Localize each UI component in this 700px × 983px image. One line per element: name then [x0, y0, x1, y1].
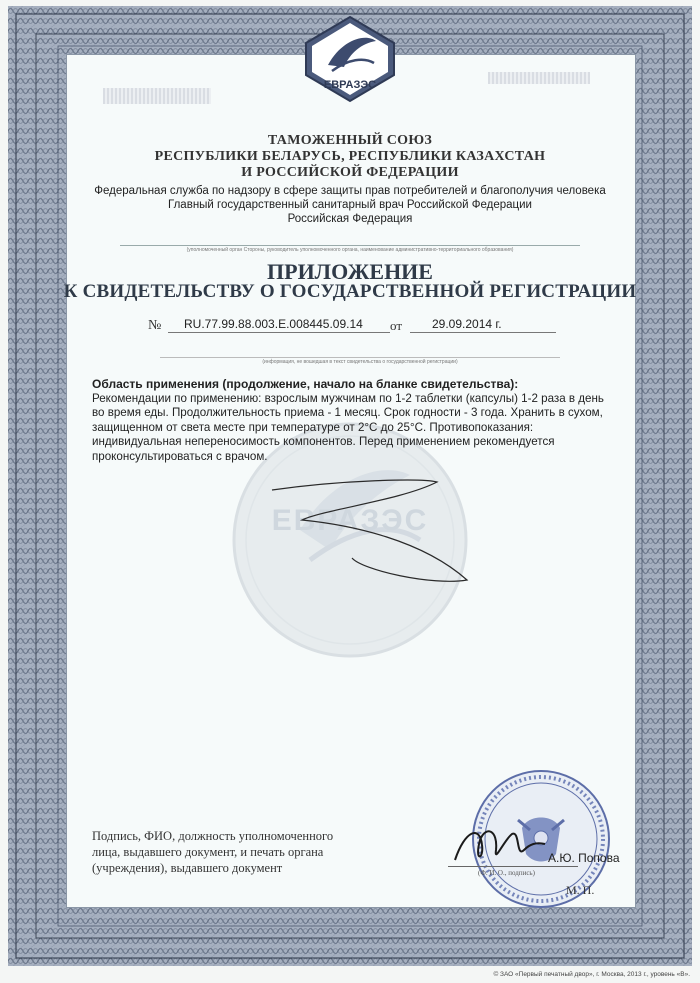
signature-scribble	[262, 470, 482, 600]
signature-field-caption: (Ф. И. О., подпись)	[478, 869, 535, 877]
number-sign: №	[148, 318, 162, 333]
watermark-text: ЕВРАЗЭС	[271, 504, 429, 537]
emblem-text: ЕВРАЗЭС	[323, 79, 377, 91]
info-caption: (информация, не вошедшая в текст свидетельства о государственной регистрации)	[160, 357, 560, 365]
service-name-line-1: Федеральная служба по надзору в сфере защиты прав потребителей и благополучия человека	[94, 185, 606, 197]
union-title-line-1: ТАМОЖЕННЫЙ СОЮЗ	[267, 133, 433, 148]
printer-footer: © ЗАО «Первый печатный двор», г. Москва, 2013 г., уровень «В».	[493, 971, 690, 978]
signature-caption-line-3: (учреждения), выдавшего документ	[92, 861, 283, 875]
signature-caption	[92, 828, 392, 876]
service-name-line-3: Российская Федерация	[287, 213, 413, 225]
union-title-line-2: РЕСПУБЛИКИ БЕЛАРУСЬ, РЕСПУБЛИКИ КАЗАХСТАН	[154, 149, 546, 164]
union-title-line-3: И РОССИЙСКОЙ ФЕДЕРАЦИИ	[241, 165, 459, 180]
signature-caption-line-1: Подпись, ФИО, должность уполномоченного	[92, 829, 334, 843]
scope-body: Рекомендации по применению: взрослым мужчинам по 1-2 таблетки (капсулы) 1-2 раза в день во время еды. Продолжительность приема - 1 месяц. Срок годности - 3 года. Хранить в сухом, защищенном от света месте при температуре от 2°C до 25°C. Противопоказания: индивидуальная непереносимость компонентов. Перед применением рекомендуется проконсультироваться с врачом.	[92, 392, 604, 463]
document-subtitle: К СВИДЕТЕЛЬСТВУ О ГОСУДАРСТВЕННОЙ РЕГИСТРАЦИИ	[63, 281, 637, 302]
date-underline	[410, 332, 556, 333]
signature-underline	[448, 866, 578, 867]
scope-heading: Область применения (продолжение, начало на бланке свидетельства):	[92, 377, 519, 391]
service-name-line-2: Главный государственный санитарный врач Российской Федерации	[168, 199, 532, 211]
number-underline	[168, 332, 390, 333]
document-title: ПРИЛОЖЕНИЕ	[267, 259, 433, 284]
security-strip-left	[103, 88, 211, 104]
seal-place-label: М. П.	[566, 883, 595, 897]
date-from-label: от	[390, 318, 403, 333]
eurasec-emblem-icon	[302, 15, 398, 103]
registration-number: RU.77.99.88.003.E.008445.09.14	[184, 317, 363, 331]
registration-date: 29.09.2014 г.	[432, 317, 502, 331]
signatory-name: А.Ю. Попова	[548, 851, 620, 865]
signature-caption-line-2: лица, выдавшего документ, и печать органа	[92, 845, 324, 859]
security-strip-right	[488, 72, 590, 84]
authority-caption: (уполномоченный орган Стороны, руководитель уполномоченного органа, наименование административно-территориального образования)	[120, 245, 580, 253]
official-signature-icon	[450, 820, 550, 870]
